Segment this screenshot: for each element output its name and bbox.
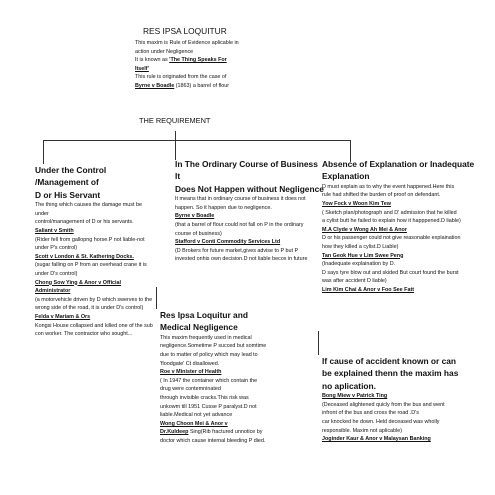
medical-case-1-text-e: liable.Medical not yet advance xyxy=(160,412,233,419)
ordinary-case-1-text-a: (that a barrel of flour could not fall on P in the ordinary xyxy=(175,222,304,228)
control-case-1: Saliant v Smith xyxy=(35,228,74,234)
intro-known-as-emphasis: 'The Thing Speaks For xyxy=(169,57,227,64)
control-text-1: The thing which causes the damage must be under xyxy=(35,202,142,217)
absence-case-3-text-b: D says tyre blow out and skided But court found the burst xyxy=(322,269,459,276)
intro-block xyxy=(135,25,295,91)
ordinary-text-1: It means that in ordinary course of business it does not xyxy=(175,196,306,203)
medical-text-3: due to matter of policy which may lead to xyxy=(160,352,258,358)
absence-case-4: Lim Kim Chai & Anor v Foo See Fatt xyxy=(322,286,415,293)
control-case-1-text-b: under P's control) xyxy=(35,245,78,252)
control-case-3-cont: Administrator xyxy=(35,288,71,295)
medical-heading-line-1: Res Ipsa Loquitur and xyxy=(160,310,248,320)
connector-drop-middle xyxy=(175,140,176,160)
control-management-block xyxy=(35,164,157,355)
connector-drop-explained xyxy=(318,331,319,355)
requirement-title: THE REQUIREMENT xyxy=(139,116,211,125)
control-case-3-text-b: wrong side of the road, it is under D's control) xyxy=(35,305,144,312)
absence-case-2: M.A Clyde v Wong Ah Mei & Anor xyxy=(322,226,407,233)
explained-case-2: Joginder Kaur & Anor v Malaysan Banking xyxy=(322,436,431,443)
control-heading-line-1: Under the Control /Management of xyxy=(35,165,107,188)
connector-drop-left xyxy=(43,140,44,164)
explained-case-1-text-c: car knocked he down. Held deceased was wholly xyxy=(322,419,440,425)
absence-case-1-text-a: ( Sketch plan/photograph and D' admission that he killed xyxy=(322,209,457,216)
ordinary-case-1-text-b: course of business) xyxy=(175,230,222,237)
ordinary-course-block xyxy=(175,158,325,264)
intro-case-name: Byrne v Boadle xyxy=(135,82,175,89)
absence-case-2-text-a: D or his passenger could not give reasonable explaination xyxy=(322,235,461,242)
medical-text-2: negligence.Sometime P succed but somtime xyxy=(160,343,267,350)
control-case-3: Chong Sow Ying & Anor v Official xyxy=(35,279,122,286)
diagram-title: RES IPSA LOQUITUR xyxy=(143,26,227,36)
intro-case-rest: (1863) a barrel of flour xyxy=(174,82,230,89)
intro-line-1: This maxim is Rule of Evidence aplicable in xyxy=(135,40,239,46)
control-case-1-text-a: (Rider fell from gallopng horse.P not liable-not xyxy=(35,236,145,243)
medical-case-1: Roe v Minister of Health xyxy=(160,369,222,376)
ordinary-heading-line-1: In The Ordinary Course of Business It xyxy=(175,159,318,182)
absence-case-2-text-b: how they killed a cylist.D Liable) xyxy=(322,243,399,250)
medical-case-3-rest: Sing(Rib fractured unnotice by xyxy=(188,429,263,436)
control-case-2-text-b: under D's control) xyxy=(35,270,78,277)
medical-case-3-text-a: doctor which cause internal bleeding P died. xyxy=(160,437,266,444)
medical-case-1-text-c: through invisible cracks.This risk was xyxy=(160,394,249,401)
control-case-4-text-a: Kongsi House collapsed and killed one of the sub xyxy=(35,322,153,329)
medical-case-1-text-b: drug were contemninated xyxy=(160,386,221,393)
absence-case-1-text-b: a cylist butt he failed to explain how it happpened.D liable) xyxy=(322,218,461,225)
medical-text-4: 'floodgate' Ct disallowed. xyxy=(160,360,220,367)
explained-case-1-text-d: responsible. Maxim not aplicable) xyxy=(322,427,402,434)
absence-text-2: rule had shifted the burden of proof on defendant. xyxy=(322,192,441,199)
connector-horizontal-bar xyxy=(43,140,350,141)
ordinary-case-2-text-a: (D Brokers for future market,gives advise to P but P xyxy=(175,247,299,254)
medical-case-2: Wong Choon Mei & Anor v xyxy=(160,420,228,427)
explained-case-1-text-a: (Deceased alightened quicly from the bus and went xyxy=(322,401,445,408)
absence-heading-line-2: Explanation xyxy=(322,171,370,182)
absence-case-1: Yow Fock v Woon Kim Tew xyxy=(322,201,391,207)
explained-case-1: Bong Miew v Patrick Ting xyxy=(322,393,388,400)
intro-line-5: This rule is originated from the case of xyxy=(135,74,227,81)
medical-case-3 xyxy=(160,428,300,437)
intro-line-3 xyxy=(135,56,295,65)
control-case-2: Scott v London & St. Kathering Docks. xyxy=(35,253,134,260)
control-case-3-text-a: (a motorvehicle driven by D which swerves to the xyxy=(35,296,153,303)
absence-case-3-text-c: was after accident D liable) xyxy=(322,278,387,285)
explained-heading-line-3: no aplication. xyxy=(322,380,376,391)
intro-line-3-prefix: It is known as xyxy=(135,57,170,64)
ordinary-case-2: Stafford v Conti Commodity Services Ltd xyxy=(175,239,281,246)
absence-heading-line-1: Absence of Explanation or Inadequate xyxy=(322,159,475,169)
intro-origin-case xyxy=(135,82,295,91)
medical-heading-line-2: Medical Negligence xyxy=(160,322,238,333)
ordinary-text-2: happen. So it happen due to negligence. xyxy=(175,204,272,211)
ordinary-heading-line-2: Does Not Happen without Negligence xyxy=(175,183,324,194)
absence-explanation-block xyxy=(322,158,487,295)
medical-case-3-name: Dr.Kuldeep xyxy=(160,429,189,436)
control-text-2: control/management of D or his servants. xyxy=(35,219,134,226)
absence-case-3-text-a: (Inadequate explaination by D. xyxy=(322,261,396,268)
intro-line-2: action under Negligence xyxy=(135,48,194,55)
control-case-4-text-b: con worker. The contractor who sought... xyxy=(35,331,133,338)
intro-line-4: Itself' xyxy=(135,65,149,72)
medical-negligence-block xyxy=(158,309,300,446)
explained-heading-line-1: If cause of accident known or can xyxy=(322,356,457,366)
ordinary-case-2-text-b: invested onhis own decision.D not liable becox in future xyxy=(175,256,308,263)
medical-text-1: This maxim frequently used in medical xyxy=(160,334,252,341)
control-case-2-text-a: (sugar falling on P from an overhead crane it is xyxy=(35,262,147,269)
explained-heading-line-2: be explained thenn the maxim has xyxy=(322,368,459,379)
absence-case-3: Tan Geok Hue v Lim Swee Peng xyxy=(322,252,404,259)
explained-cause-block xyxy=(322,355,487,444)
absence-text-1: D must explain as to why the event happened.Here this xyxy=(322,183,455,190)
medical-case-1-text-a: ( In 1947 the container which contain the xyxy=(160,377,258,384)
ordinary-case-1: Byrne v Boadle xyxy=(175,213,215,220)
control-heading-line-2: D or His Servant xyxy=(35,189,101,200)
explained-case-1-text-b: infront of the bus and cross the road .D's xyxy=(322,410,419,417)
medical-case-1-text-d: unkowm till 1951 Cusse P paralyst.D not xyxy=(160,403,257,410)
control-case-4: Felda v Mariam & Ors xyxy=(35,313,91,320)
